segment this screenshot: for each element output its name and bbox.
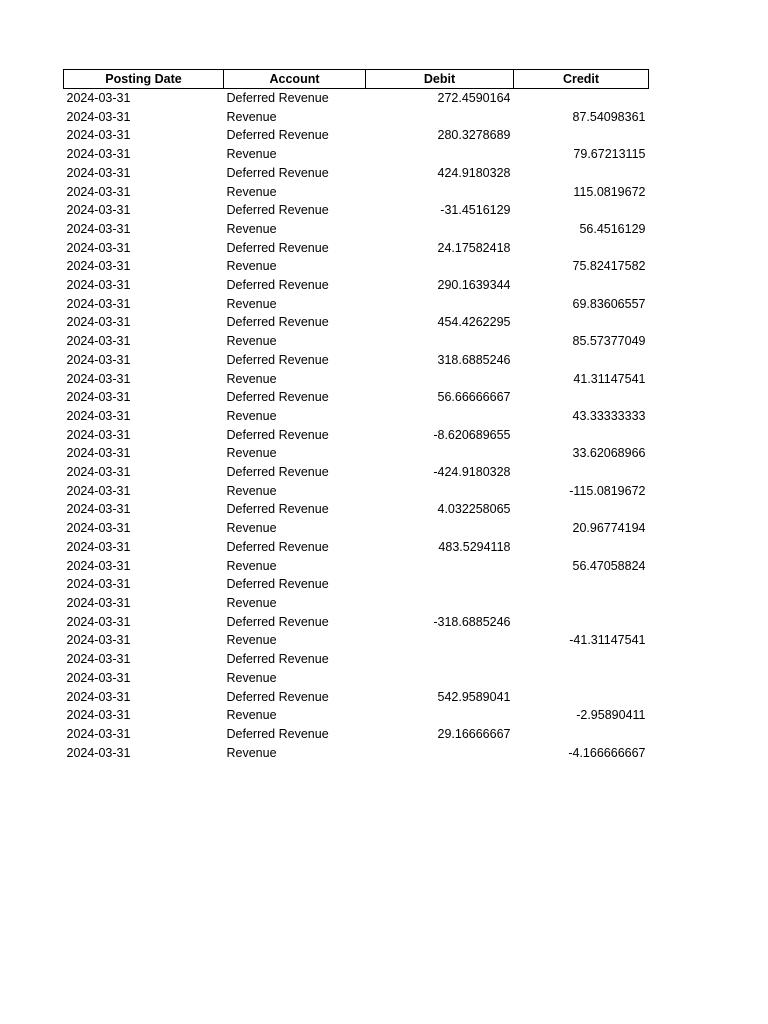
cell-account[interactable]: Revenue [226, 296, 277, 311]
cell-account[interactable]: Revenue [226, 259, 277, 274]
cell-posting-date[interactable]: 2024-03-31 [66, 203, 131, 218]
table-row [64, 500, 649, 519]
cell-credit[interactable]: -115.0819672 [569, 483, 646, 498]
cell-account[interactable]: Deferred Revenue [226, 577, 329, 592]
cell-debit[interactable] [366, 744, 514, 763]
table-row [64, 557, 649, 576]
cell-debit[interactable] [366, 575, 514, 594]
cell-credit[interactable]: 56.47058824 [572, 558, 646, 573]
table-row [64, 594, 649, 613]
cell-credit[interactable] [514, 276, 649, 295]
cell-posting-date[interactable]: 2024-03-31 [66, 334, 131, 349]
cell-debit[interactable]: 280.3278689 [437, 128, 511, 143]
table-row [64, 276, 649, 295]
header-debit[interactable]: Debit [366, 70, 514, 89]
cell-debit[interactable] [366, 407, 514, 426]
cell-posting-date[interactable]: 2024-03-31 [66, 521, 131, 536]
cell-account[interactable]: Deferred Revenue [226, 315, 329, 330]
cell-credit[interactable] [514, 388, 649, 407]
cell-account[interactable]: Deferred Revenue [226, 652, 329, 667]
cell-account[interactable]: Revenue [226, 184, 277, 199]
cell-posting-date[interactable]: 2024-03-31 [66, 577, 131, 592]
table-row [64, 370, 649, 389]
cell-account[interactable]: Revenue [226, 595, 277, 610]
cell-posting-date[interactable]: 2024-03-31 [66, 390, 131, 405]
cell-debit[interactable]: 424.9180328 [437, 165, 511, 180]
table-row [64, 407, 649, 426]
cell-debit[interactable]: 24.17582418 [437, 240, 511, 255]
table-row [64, 201, 649, 220]
cell-posting-date[interactable]: 2024-03-31 [66, 296, 131, 311]
cell-debit[interactable]: -31.4516129 [440, 203, 511, 218]
cell-credit[interactable]: 20.96774194 [572, 521, 646, 536]
cell-credit[interactable] [514, 500, 649, 519]
cell-account[interactable]: Deferred Revenue [226, 689, 329, 704]
table-row [64, 108, 649, 127]
cell-credit[interactable] [514, 594, 649, 613]
spreadsheet [63, 69, 648, 762]
cell-credit[interactable]: 87.54098361 [572, 109, 646, 124]
cell-posting-date[interactable]: 2024-03-31 [66, 708, 131, 723]
cell-posting-date[interactable]: 2024-03-31 [66, 221, 131, 236]
cell-credit[interactable]: 85.57377049 [572, 334, 646, 349]
cell-debit[interactable]: 290.1639344 [437, 278, 511, 293]
table-row [64, 145, 649, 164]
cell-account[interactable]: Revenue [226, 558, 277, 573]
cell-credit[interactable]: 56.4516129 [579, 221, 646, 236]
cell-account[interactable]: Deferred Revenue [226, 203, 329, 218]
table-row [64, 351, 649, 370]
cell-debit[interactable] [366, 557, 514, 576]
cell-posting-date[interactable]: 2024-03-31 [66, 165, 131, 180]
cell-account[interactable]: Deferred Revenue [226, 278, 329, 293]
cell-account[interactable]: Deferred Revenue [226, 614, 329, 629]
journal-table [63, 69, 649, 762]
cell-credit[interactable] [514, 575, 649, 594]
table-body [64, 89, 649, 763]
cell-posting-date[interactable]: 2024-03-31 [66, 465, 131, 480]
table-row [64, 613, 649, 632]
cell-credit[interactable] [514, 650, 649, 669]
cell-credit[interactable]: 75.82417582 [572, 259, 646, 274]
cell-debit[interactable] [366, 295, 514, 314]
cell-debit[interactable] [366, 183, 514, 202]
cell-posting-date[interactable]: 2024-03-31 [66, 352, 131, 367]
table-row [64, 463, 649, 482]
cell-account[interactable]: Deferred Revenue [226, 390, 329, 405]
cell-account[interactable]: Revenue [226, 334, 277, 349]
cell-debit[interactable]: -424.9180328 [433, 465, 511, 480]
cell-account[interactable]: Revenue [226, 670, 277, 685]
table-row [64, 650, 649, 669]
cell-credit[interactable] [514, 426, 649, 445]
cell-debit[interactable] [366, 332, 514, 351]
table-row [64, 313, 649, 332]
table-row [64, 220, 649, 239]
cell-account[interactable]: Revenue [226, 521, 277, 536]
cell-posting-date[interactable]: 2024-03-31 [66, 408, 131, 423]
cell-credit[interactable] [514, 613, 649, 632]
table-row [64, 725, 649, 744]
cell-account[interactable]: Deferred Revenue [226, 91, 329, 105]
cell-credit[interactable] [514, 351, 649, 370]
table-row [64, 239, 649, 258]
table-row [64, 295, 649, 314]
cell-posting-date[interactable]: 2024-03-31 [66, 446, 131, 461]
table-row [64, 444, 649, 463]
cell-debit[interactable]: 4.032258065 [437, 502, 511, 517]
cell-credit[interactable]: 43.33333333 [572, 408, 646, 423]
table-row [64, 744, 649, 763]
table-row [64, 257, 649, 276]
cell-posting-date[interactable]: 2024-03-31 [66, 278, 131, 293]
cell-debit[interactable] [366, 257, 514, 276]
table-header [64, 70, 649, 89]
cell-posting-date[interactable]: 2024-03-31 [66, 315, 131, 330]
cell-account[interactable]: Deferred Revenue [226, 240, 329, 255]
cell-posting-date[interactable]: 2024-03-31 [66, 633, 131, 648]
cell-account[interactable]: Revenue [226, 446, 277, 461]
cell-account[interactable]: Deferred Revenue [226, 427, 329, 442]
cell-posting-date[interactable]: 2024-03-31 [66, 745, 131, 760]
cell-credit[interactable] [514, 239, 649, 258]
cell-debit[interactable] [366, 444, 514, 463]
cell-posting-date[interactable]: 2024-03-31 [66, 483, 131, 498]
table-row [64, 482, 649, 501]
cell-account[interactable]: Deferred Revenue [226, 128, 329, 143]
table-row [64, 631, 649, 650]
cell-account[interactable]: Revenue [226, 147, 277, 162]
cell-debit[interactable] [366, 519, 514, 538]
cell-debit[interactable]: 454.4262295 [437, 315, 511, 330]
cell-debit[interactable] [366, 370, 514, 389]
header-credit[interactable]: Credit [514, 70, 649, 89]
cell-credit[interactable] [514, 164, 649, 183]
table-row [64, 706, 649, 725]
cell-credit[interactable]: 115.0819672 [573, 184, 646, 199]
cell-debit[interactable]: 318.6885246 [437, 352, 511, 367]
cell-posting-date[interactable]: 2024-03-31 [66, 595, 131, 610]
cell-posting-date[interactable]: 2024-03-31 [66, 427, 131, 442]
cell-debit[interactable] [366, 220, 514, 239]
cell-posting-date[interactable]: 2024-03-31 [66, 147, 131, 162]
cell-debit[interactable] [366, 669, 514, 688]
cell-debit[interactable] [366, 631, 514, 650]
cell-account[interactable]: Revenue [226, 633, 277, 648]
table-row [64, 669, 649, 688]
cell-debit[interactable]: 272.4590164 [437, 91, 511, 105]
cell-debit[interactable]: -318.6885246 [433, 614, 511, 629]
cell-posting-date[interactable]: 2024-03-31 [66, 184, 131, 199]
cell-credit[interactable]: -41.31147541 [569, 633, 646, 648]
cell-account[interactable]: Deferred Revenue [226, 465, 329, 480]
cell-account[interactable]: Deferred Revenue [226, 352, 329, 367]
cell-posting-date[interactable]: 2024-03-31 [66, 614, 131, 629]
cell-posting-date[interactable]: 2024-03-31 [66, 558, 131, 573]
cell-debit[interactable]: 483.5294118 [438, 539, 511, 554]
header-row [64, 70, 649, 89]
cell-debit[interactable] [366, 482, 514, 501]
cell-credit[interactable] [514, 725, 649, 744]
table-row [64, 164, 649, 183]
cell-account[interactable]: Revenue [226, 483, 277, 498]
cell-credit[interactable] [514, 463, 649, 482]
cell-account[interactable]: Deferred Revenue [226, 165, 329, 180]
cell-credit[interactable]: -2.95890411 [576, 708, 646, 723]
cell-credit[interactable]: 41.31147541 [573, 371, 646, 386]
cell-posting-date[interactable]: 2024-03-31 [66, 689, 131, 704]
cell-credit[interactable] [514, 688, 649, 707]
table-row [64, 332, 649, 351]
cell-posting-date[interactable]: 2024-03-31 [66, 109, 131, 124]
cell-account[interactable]: Deferred Revenue [226, 726, 329, 741]
cell-posting-date[interactable]: 2024-03-31 [66, 128, 131, 143]
cell-debit[interactable]: -8.620689655 [433, 427, 511, 442]
cell-debit[interactable]: 542.9589041 [437, 689, 511, 704]
cell-credit[interactable]: 79.67213115 [573, 147, 646, 162]
cell-debit[interactable] [366, 594, 514, 613]
cell-debit[interactable]: 56.66666667 [437, 390, 511, 405]
cell-posting-date[interactable]: 2024-03-31 [66, 726, 131, 741]
table-row [64, 688, 649, 707]
cell-credit[interactable]: -4.166666667 [568, 745, 646, 760]
cell-credit[interactable] [514, 201, 649, 220]
cell-posting-date[interactable]: 2024-03-31 [66, 652, 131, 667]
header-account[interactable]: Account [224, 70, 366, 89]
cell-account[interactable]: Revenue [226, 408, 277, 423]
table-row [64, 183, 649, 202]
cell-account[interactable]: Deferred Revenue [226, 539, 329, 554]
cell-debit[interactable]: 29.16666667 [437, 726, 511, 741]
table-row [64, 519, 649, 538]
table-row [64, 126, 649, 145]
cell-posting-date[interactable]: 2024-03-31 [66, 240, 131, 255]
cell-credit[interactable] [514, 89, 649, 108]
cell-posting-date[interactable]: 2024-03-31 [66, 371, 131, 386]
table-row [64, 426, 649, 445]
cell-credit[interactable] [514, 669, 649, 688]
cell-posting-date[interactable]: 2024-03-31 [66, 259, 131, 274]
cell-credit[interactable] [514, 313, 649, 332]
cell-account[interactable]: Revenue [226, 221, 277, 236]
cell-posting-date[interactable]: 2024-03-31 [66, 670, 131, 685]
cell-debit[interactable] [366, 145, 514, 164]
cell-account[interactable]: Deferred Revenue [226, 502, 329, 517]
table-row [64, 388, 649, 407]
cell-account[interactable]: Revenue [226, 371, 277, 386]
cell-credit[interactable]: 33.62068966 [572, 446, 646, 461]
cell-credit[interactable] [514, 126, 649, 145]
cell-debit[interactable] [366, 108, 514, 127]
cell-credit[interactable] [514, 538, 649, 557]
cell-account[interactable]: Revenue [226, 109, 277, 124]
cell-credit[interactable]: 69.83606557 [572, 296, 646, 311]
table-row [64, 538, 649, 557]
cell-posting-date[interactable]: 2024-03-31 [66, 502, 131, 517]
cell-debit[interactable] [366, 706, 514, 725]
cell-posting-date[interactable]: 2024-03-31 [66, 91, 131, 105]
header-posting-date[interactable]: Posting Date [64, 70, 224, 89]
table-row [64, 89, 649, 108]
table-row [64, 575, 649, 594]
cell-account[interactable]: Revenue [226, 708, 277, 723]
cell-posting-date[interactable]: 2024-03-31 [66, 539, 131, 554]
cell-account[interactable]: Revenue [226, 745, 277, 760]
cell-debit[interactable] [366, 650, 514, 669]
